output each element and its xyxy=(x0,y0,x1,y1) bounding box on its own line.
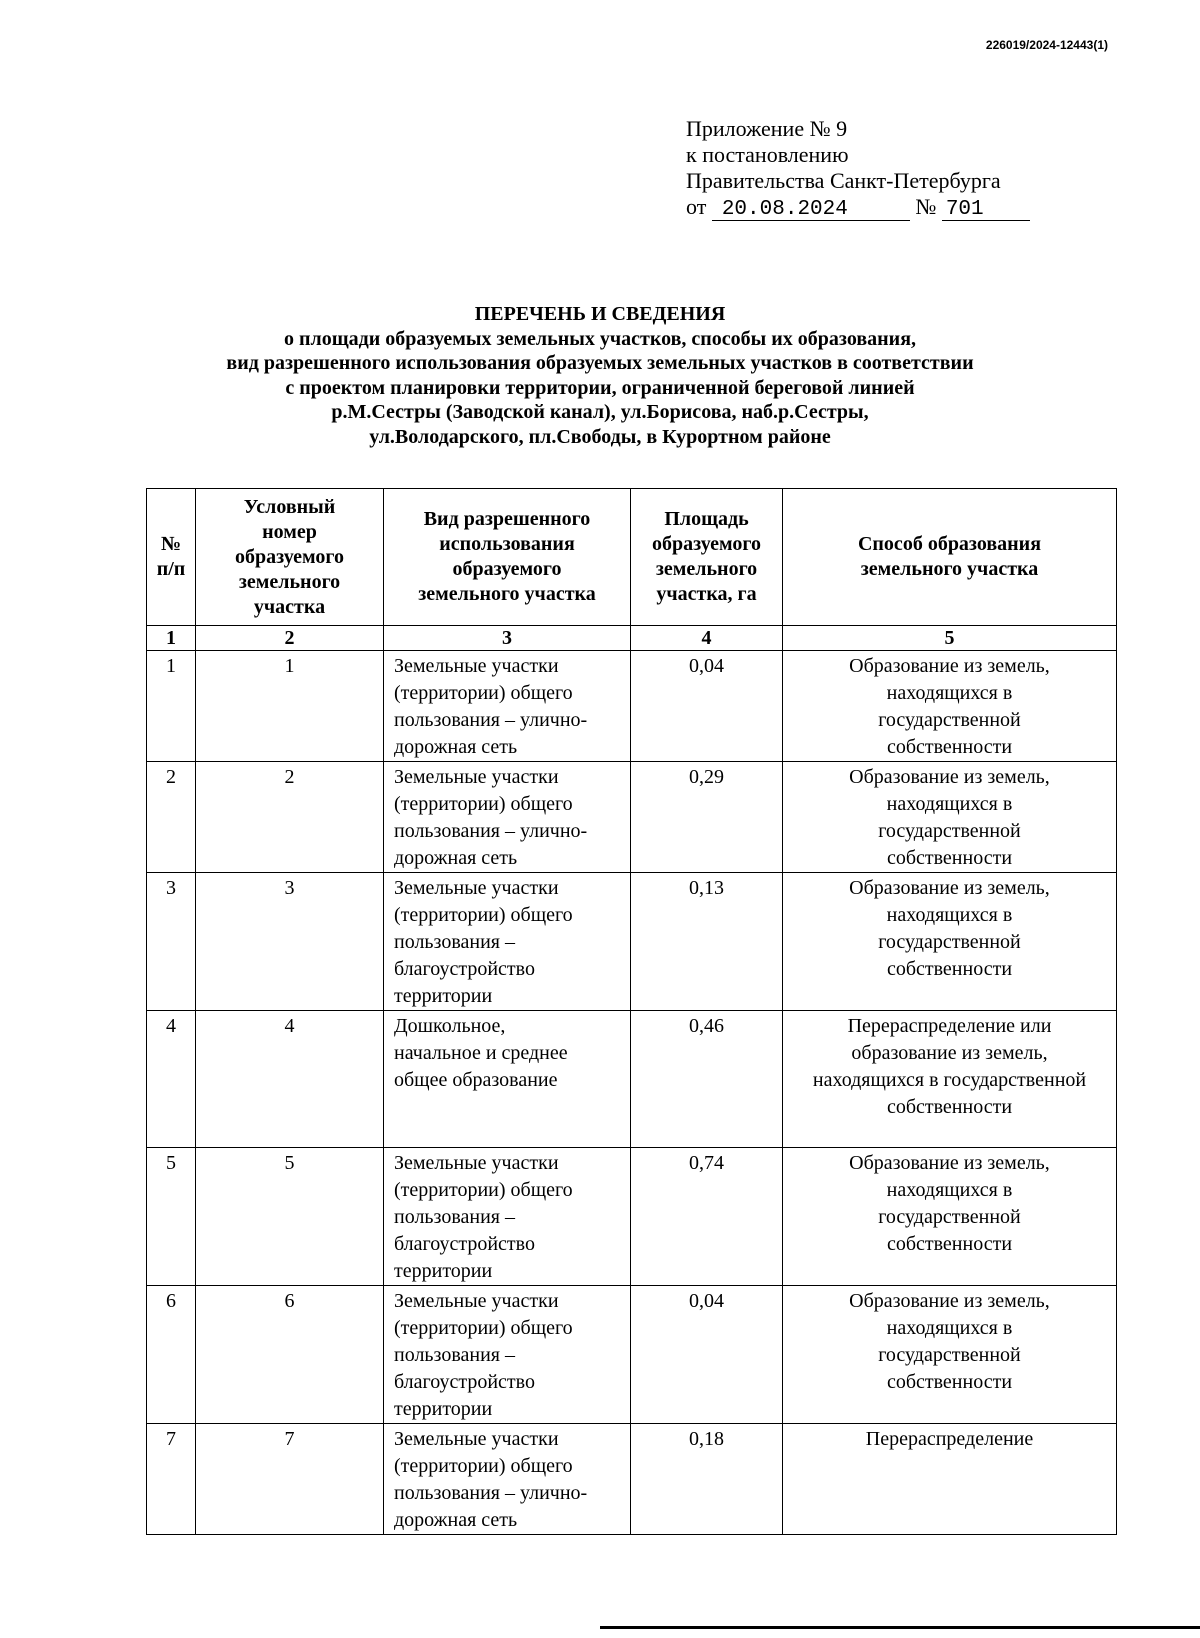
cell-plot-id: 7 xyxy=(196,1424,384,1535)
appendix-block xyxy=(686,116,1030,221)
table-row xyxy=(147,762,1117,873)
cell-area: 0,13 xyxy=(631,873,783,1011)
cell-plot-id: 5 xyxy=(196,1148,384,1286)
cell-area: 0,29 xyxy=(631,762,783,873)
cell-method: Образование из земель, находящихся в государственной собственности xyxy=(783,873,1117,1011)
title-main: ПЕРЕЧЕНЬ И СВЕДЕНИЯ xyxy=(474,303,726,325)
title-line: вид разрешенного использования образуемых земельных участков в соответствии xyxy=(226,352,974,374)
column-number-row xyxy=(147,626,1117,651)
title-line: с проектом планировки территории, ограниченной береговой линией xyxy=(285,376,915,399)
cell-area: 0,04 xyxy=(631,651,783,762)
cell-index: 2 xyxy=(147,762,196,873)
cell-index: 3 xyxy=(147,873,196,1011)
document-number: 226019/2024-12443(1) xyxy=(985,38,1108,52)
column-number: 5 xyxy=(783,626,1117,651)
cell-plot-id: 6 xyxy=(196,1286,384,1424)
land-plots-table xyxy=(146,488,1117,1535)
cell-usage: Земельные участки (территории) общего пользования – благоустройство территории xyxy=(384,1286,631,1424)
header-area: Площадь образуемого земельного участка, га xyxy=(631,489,783,626)
cell-area: 0,74 xyxy=(631,1148,783,1286)
table-row xyxy=(147,1011,1117,1148)
header-plot-id: Условный номер образуемого земельного участка xyxy=(196,489,384,626)
title-line: о площади образуемых земельных участков, способы их образования, xyxy=(283,327,917,350)
cell-method: Перераспределение xyxy=(783,1424,1117,1535)
header-index: № п/п xyxy=(147,489,196,626)
cell-plot-id: 3 xyxy=(196,873,384,1011)
table-row xyxy=(147,1148,1117,1286)
from-label: от xyxy=(686,194,707,219)
title-line: ул.Володарского, пл.Свободы, в Курортном районе xyxy=(369,425,831,448)
cell-method: Перераспределение или образование из земель, находящихся в государственной собственности xyxy=(783,1011,1117,1148)
cell-area: 0,46 xyxy=(631,1011,783,1148)
cell-plot-id: 1 xyxy=(196,651,384,762)
table-row xyxy=(147,1286,1117,1424)
cell-method: Образование из земель, находящихся в государственной собственности xyxy=(783,1148,1117,1286)
column-number: 3 xyxy=(384,626,631,651)
cell-plot-id: 4 xyxy=(196,1011,384,1148)
column-number: 4 xyxy=(631,626,783,651)
cell-index: 7 xyxy=(147,1424,196,1535)
table-row xyxy=(147,873,1117,1011)
appendix-date-line xyxy=(686,194,1030,221)
cell-usage: Земельные участки (территории) общего пользования – благоустройство территории xyxy=(384,1148,631,1286)
decree-number: 701 xyxy=(942,200,1030,221)
cell-usage: Земельные участки (территории) общего пользования – улично-дорожная сеть xyxy=(384,1424,631,1535)
column-number: 1 xyxy=(147,626,196,651)
cell-usage: Земельные участки (территории) общего пользования – благоустройство территории xyxy=(384,873,631,1011)
column-number: 2 xyxy=(196,626,384,651)
cell-method: Образование из земель, находящихся в государственной собственности xyxy=(783,651,1117,762)
table-row xyxy=(147,1424,1117,1535)
document-title xyxy=(150,302,1050,449)
cell-index: 5 xyxy=(147,1148,196,1286)
cell-method: Образование из земель, находящихся в государственной собственности xyxy=(783,762,1117,873)
cell-method: Образование из земель, находящихся в государственной собственности xyxy=(783,1286,1117,1424)
cell-area: 0,04 xyxy=(631,1286,783,1424)
appendix-line-3: Правительства Санкт-Петербурга xyxy=(686,168,1001,193)
cell-plot-id: 2 xyxy=(196,762,384,873)
cell-usage: Дошкольное, начальное и среднее общее образование xyxy=(384,1011,631,1148)
appendix-line-1: Приложение № 9 xyxy=(686,116,848,141)
header-method: Способ образования земельного участка xyxy=(783,489,1117,626)
table-row xyxy=(147,651,1117,762)
cell-usage: Земельные участки (территории) общего пользования – улично-дорожная сеть xyxy=(384,651,631,762)
header-usage: Вид разрешенного использования образуемого земельного участка xyxy=(384,489,631,626)
appendix-line-2: к постановлению xyxy=(686,142,849,167)
cell-index: 1 xyxy=(147,651,196,762)
cell-index: 6 xyxy=(147,1286,196,1424)
table-header-row xyxy=(147,489,1117,626)
decree-date: 20.08.2024 xyxy=(712,200,910,221)
cell-area: 0,18 xyxy=(631,1424,783,1535)
number-label: № xyxy=(915,194,937,219)
cell-usage: Земельные участки (территории) общего пользования – улично-дорожная сеть xyxy=(384,762,631,873)
scan-edge-line xyxy=(600,1626,1200,1629)
cell-index: 4 xyxy=(147,1011,196,1148)
title-line: р.М.Сестры (Заводской канал), ул.Борисова, наб.р.Сестры, xyxy=(331,401,869,423)
